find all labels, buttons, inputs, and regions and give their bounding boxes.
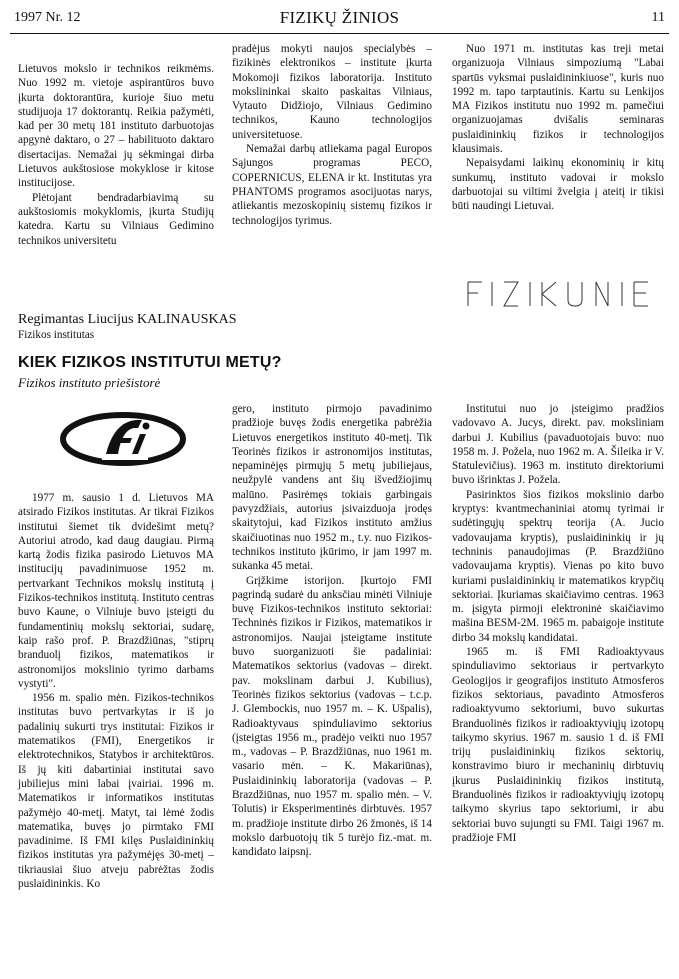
paragraph: 1965 m. iš FMI Radioaktyvaus spinduliavimo sektoriaus ir pertvarkyto Geologijos ir geografijos instituto Atmosferos fizikos sektoriaus, pavadinto Atmosferos radioaktyvumo sektoriumi, buvo sukurtas Branduolinės fizikos ir radioaktyviųjų izotopų taikymo skyrius. 1967 m. sausio 1 d. iš FMI trijų puslaidininkių fizikos sektorių, konstravimo biuro ir mechaninių dirbtuvių įkurus Puslaidininkių fizikos institutą, Branduolinės fizikos ir radioaktyviųjų izotopų taikymo skyrius tapo sektoriumi, ir abu sektoriai buvo sujungti su FMI. Taigi 1967 m. pradžioje FMI [452,646,664,844]
paragraph: gero, instituto pirmojo pavadinimo pradžioje buvęs žodis energetika pabrėžia Lietuvos energetikos instituto 40-metį. Tik Teorinės fizikos ir astronomijos institutas, nepaminėjęs pirmųjų 5 metų jubiliejaus, neužpylė vandens ant šių išvedžiojimų malūno. Pasirėmęs tokiais garbingais pavyzdžiais, autorius įsivaizduoja įrodęs skaitytojui, kad Fizikos instituto amžius skaičiuotinas nuo 1952 m., t.y. nuo Fizikos-technikos instituto įkūrimo, ir jam 1997 m. sukanka 45 metai. [232,403,432,573]
paragraph: pradėjus mokyti naujos specialybės – fizikinės elektronikos – institute įkurta Mokomoji fizikos laboratorija. Instituto mokslininkai skaito paskaitas Vilniaus, Vytauto Didžiojo, Vilniaus Gedimino technikos, Kauno technologijos universitetuose. [232,43,432,141]
paragraph: Nemažai darbų atliekama pagal Europos Sąjungos programas PECO, COPERNICUS, ELENA ir kt. Institutas yra PHANTOMS programos asocijuotas narys, atliekantis mezoskopinių sistemų fizikos ir technologijos tyrimus. [232,143,432,227]
article-subtitle: Fizikos instituto priešistorė [18,375,161,390]
decorative-banner-icon [462,278,662,308]
paragraph: Grįžkime istorijon. Įkurtojo FMI pagrindą sudarė du anksčiau minėti Vilniuje buvę Fizikos-technikos instituto sektoriai: Techninės fizikos ir Fizikos, matematikos ir astronomijos. Naujai įsteigtame institute buvo suorganizuoti šie padaliniai: Matematikos sektorius (vadovas – direkt. pav. mokslinam darbui J. Kubilius), Teorinės fizikos sektorius (vadovas – t.c.p. J. Glembockis, nuo 1957 m. – K. Ušpalis), Radioaktyvaus spinduliavimo sektorius (įsteigtas 1956 m., pradėjo veikti nuo 1957 m., vadovas – P. Brazdžiūnas, nuo 1961 m. vasario mėn. – K. Makariūnas), Puslaidininkių laboratorija (vadovas – P. Brazdžiūnas, nuo 1957 m. spalio mėn. – V. Tolutis) ir Eksperimentinės dirbtuvės. 1957 m. pradžioje institute dirbo 26 žmonės, iš 14 mokslo darbuotojų tik 5 turėjo fiz.-mat. m. kandidato laipsnį. [232,574,432,859]
article-author: Regimantas Liucijus KALINAUSKAS [18,312,237,327]
paragraph: 1977 m. sausio 1 d. Lietuvos MA atsirado Fizikos institutas. Ar tikrai Fizikos institutui šiemet tik dvidešimt metų? Autoriui atrodo, kad daug daugiau. Pirmą kartą žodis fizika pasirodo Lietuvos MA institucijų pavadinimuose 1952 m. pertvarkant Technikos mokslų institutą į Fizikos-technikos institutą. Instituto centras buvo Kaune, o Vilniuje buvo įsteigti du fundamentinių mokslų sektoriai, sudarę, kaip rašo prof. P. Brazdžiūnas, "stiprų branduolį fizikos, matematikos ir astronomijos mokslinio tyrimo darbams vystyti". [18,492,214,690]
institute-logo-icon [58,408,188,470]
paragraph: Lietuvos mokslo ir technikos reikmėms. Nuo 1992 m. vietoje aspirantūros buvo įkurta doktorantūra, kurioje šiuo metu studijuoja 17 doktorantų. Reikia pažymėti, kad per 30 metų 181 instituto darbuotojas apgynė daktaro, o 27 – habilituoto daktaro disertacijas. Nemažai jų sėkmingai dirba Lietuvos aukštosiose mokyklose ir kitose institucijose. [18,63,214,190]
paragraph: Nuo 1971 m. institutas kas treji metai organizuoja Vilniaus simpoziumą "Labai spartūs vyksmai puslaidininkiuose", kuris nuo 1992 m. tapo tarptautinis. Kartu su Lenkijos MA Fizikos institutu nuo 1992 m. pamečiui organizuojamas dvišalis seminaras puslaidininkių fizikos ir technologijos klausimais. [452,43,664,156]
journal-title: FIZIKŲ ŽINIOS [279,8,400,27]
top-column-2 [232,42,432,228]
top-column-3 [452,42,664,214]
article-column-2 [232,402,432,860]
page-header [14,8,665,30]
paragraph: Pasirinktos šios fizikos mokslinio darbo kryptys: kvantmechaniniai atomų tyrimai ir sudėtingųjų spektrų teorija (A. Jucio vadovaujama kryptis), puslaidininkių ir jų techninis panaudojimas (P. Brazdžiūno vadovaujama kryptis). Vienas po kito buvo kuriami puslaidininkių ir matematikos krypčių sektoriai. Įkuriamas skaičiavimo centras. 1963 m. įsigyta pirmoji elektroninė skaičiavimo mašina BESM-2M. 1965 m. pabaigoje institute dirbo 34 mokslų kandidatai. [452,488,664,644]
paragraph: Plėtojant bendradarbiavimą su aukštosiomis mokyklomis, įkurta Studijų katedra. Kartu su Vilniaus Gedimino technikos universitetu [18,191,214,247]
top-column-1 [18,62,214,248]
article-title: KIEK FIZIKOS INSTITUTUI METŲ? [18,354,282,371]
article-column-3 [452,402,664,845]
header-rule [10,33,669,34]
author-affiliation: Fizikos institutas [18,329,95,341]
page-number: 11 [651,10,665,25]
article-column-1 [18,491,214,891]
paragraph: Nepaisydami laikinų ekonominių ir kitų sunkumų, instituto vadovai ir mokslo darbuotojai su viltimi žvelgia į ateitį ir tikisi būti naudingi Lietuvai. [452,157,664,213]
paragraph: 1956 m. spalio mėn. Fizikos-technikos institutas buvo pertvarkytas ir iš jo padalinių sukurti trys institutai: Fizikos ir matematikos (FMI), Energetikos ir elektrotechnikos, Statybos ir architektūros. Iš jų kiti dabartiniai institutai savo jubiliejus mini labai įvairiai. 1996 m. Matematikos ir informatikos institutas pažymėjo 40-metį. Matyt, tai lėmė žodis matematika, buvęs jo pirmtako FMI pavadinime. Iš FMI kilęs Puslaidininkių fizikos institutas yra pažymėjęs 30-metį – tikriausiai šiuo atveju pabrėžtas žodis puslaidininkis. Ko [18,692,214,891]
issue-number: 1997 Nr. 12 [14,10,81,25]
paragraph: Institutui nuo jo įsteigimo pradžios vadovavo A. Jucys, direkt. pav. moksliniam darbui J. Kubilius (pavaduotojais buvo: nuo 1958 m. J. Poželа, nuo 1962 m. A. Šileika ir V. Statulevičius). 1963 m. instituto direktoriumi buvo išrinktas J. Poželа. [452,403,664,487]
